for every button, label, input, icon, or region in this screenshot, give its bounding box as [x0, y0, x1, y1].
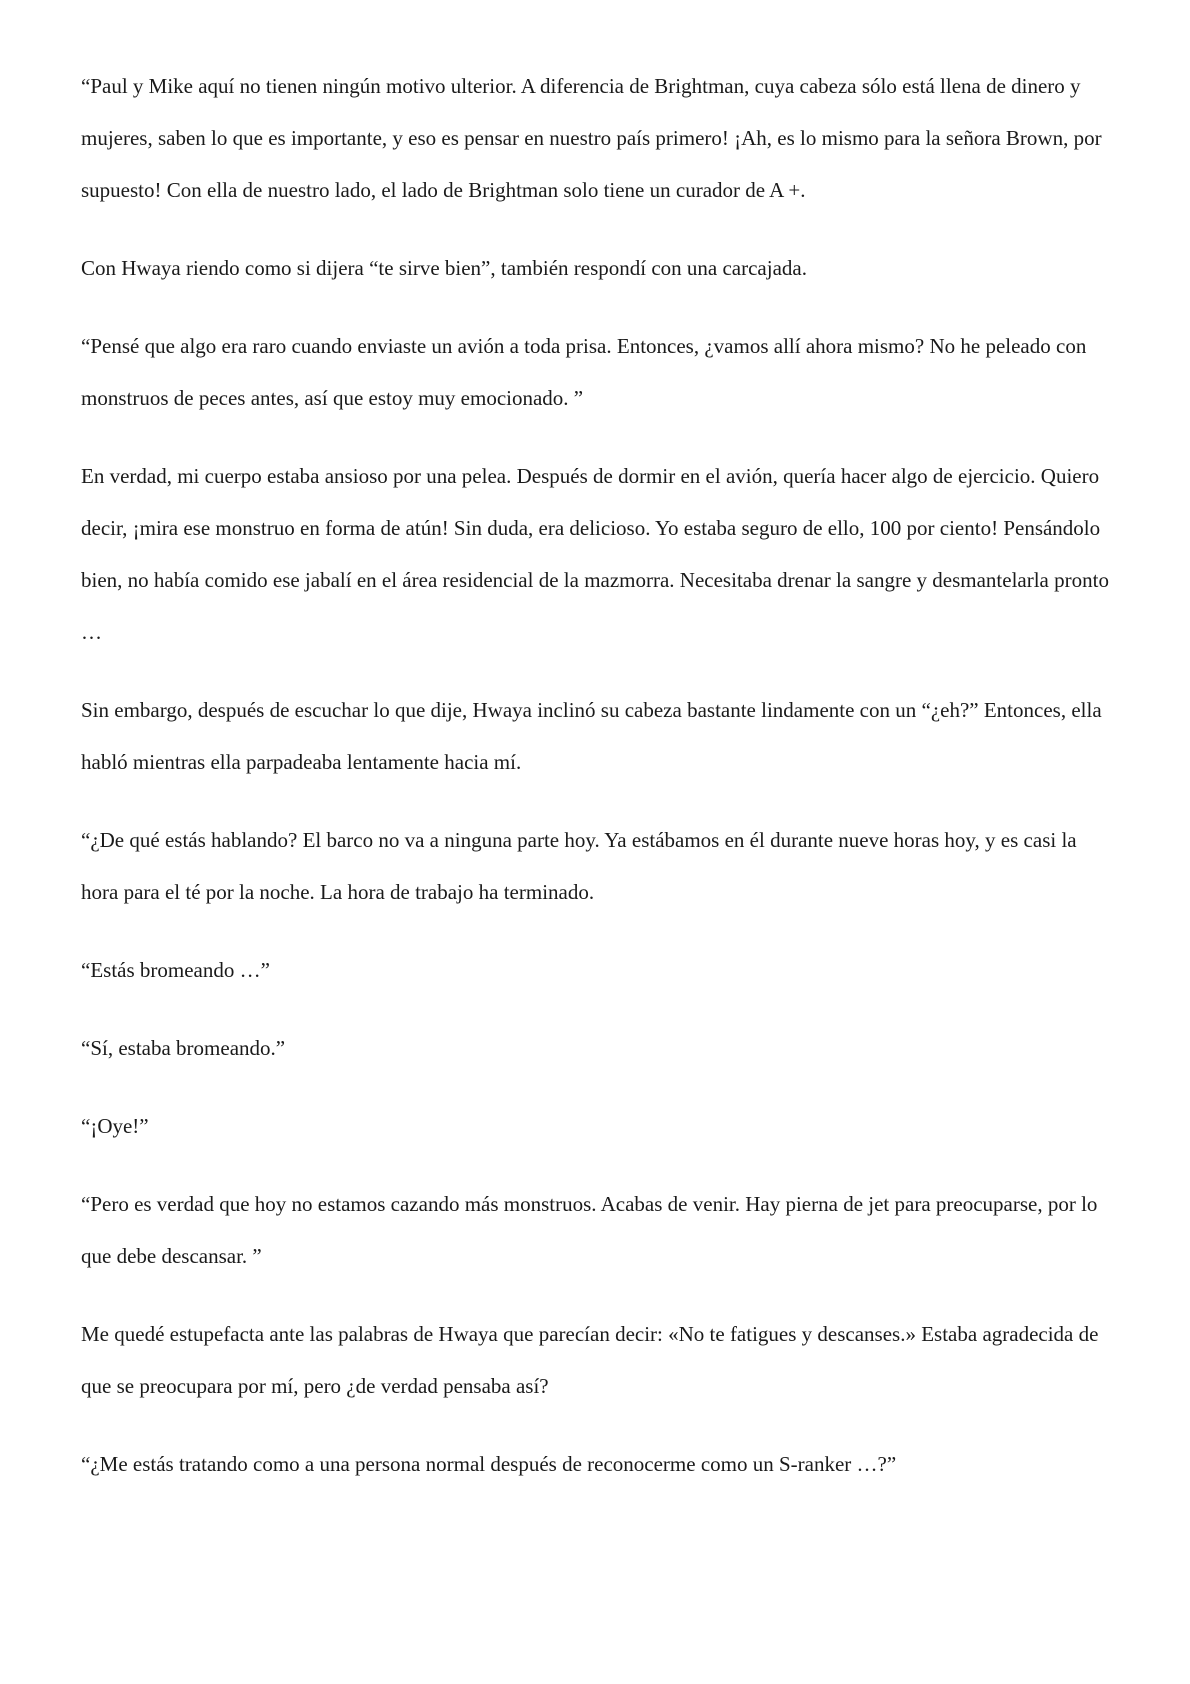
paragraph-10: “Pero es verdad que hoy no estamos cazando más monstruos. Acabas de venir. Hay pierna de jet para preocuparse, por lo que debe descansar. ” — [81, 1192, 1098, 1268]
paragraph-11: Me quedé estupefacta ante las palabras de Hwaya que parecían decir: «No te fatigues y descanses.» Estaba agradecida de que se preocupara por mí, pero ¿de verdad pensaba así? — [81, 1322, 1099, 1398]
paragraph-5: Sin embargo, después de escuchar lo que dije, Hwaya inclinó su cabeza bastante lindamente con un “¿eh?” Entonces, ella habló mientras ella parpadeaba lentamente hacia mí. — [81, 698, 1102, 774]
paragraph-2: Con Hwaya riendo como si dijera “te sirve bien”, también respondí con una carcajada. — [81, 256, 807, 280]
paragraph-4: En verdad, mi cuerpo estaba ansioso por una pelea. Después de dormir en el avión, quería hacer algo de ejercicio. Quiero decir, ¡mira ese monstruo en forma de atún! Sin duda, era delicioso. Yo estaba seguro de ello, 100 por ciento! Pensándolo bien, no había comido ese jabalí en el área residencial de la mazmorra. Necesitaba drenar la sangre y desmantelarla pronto … — [81, 464, 1109, 644]
paragraph-9: “¡Oye!” — [81, 1114, 149, 1138]
paragraph-3: “Pensé que algo era raro cuando enviaste un avión a toda prisa. Entonces, ¿vamos allí ahora mismo? No he peleado con monstruos de peces antes, así que estoy muy emocionado. ” — [81, 334, 1087, 410]
paragraph-8: “Sí, estaba bromeando.” — [81, 1036, 286, 1060]
paragraph-1: “Paul y Mike aquí no tienen ningún motivo ulterior. A diferencia de Brightman, cuya cabeza sólo está llena de dinero y mujeres, saben lo que es importante, y eso es pensar en nuestro país primero! ¡Ah, es lo mismo para la señora Brown, por supuesto! Con ella de nuestro lado, el lado de Brightman solo tiene un curador de A +. — [81, 74, 1102, 202]
paragraph-6: “¿De qué estás hablando? El barco no va a ninguna parte hoy. Ya estábamos en él durante nueve horas hoy, y es casi la hora para el té por la noche. La hora de trabajo ha terminado. — [81, 828, 1077, 904]
paragraph-7: “Estás bromeando …” — [81, 958, 270, 982]
paragraph-12: “¿Me estás tratando como a una persona normal después de reconocerme como un S-ranker …?” — [81, 1452, 897, 1476]
